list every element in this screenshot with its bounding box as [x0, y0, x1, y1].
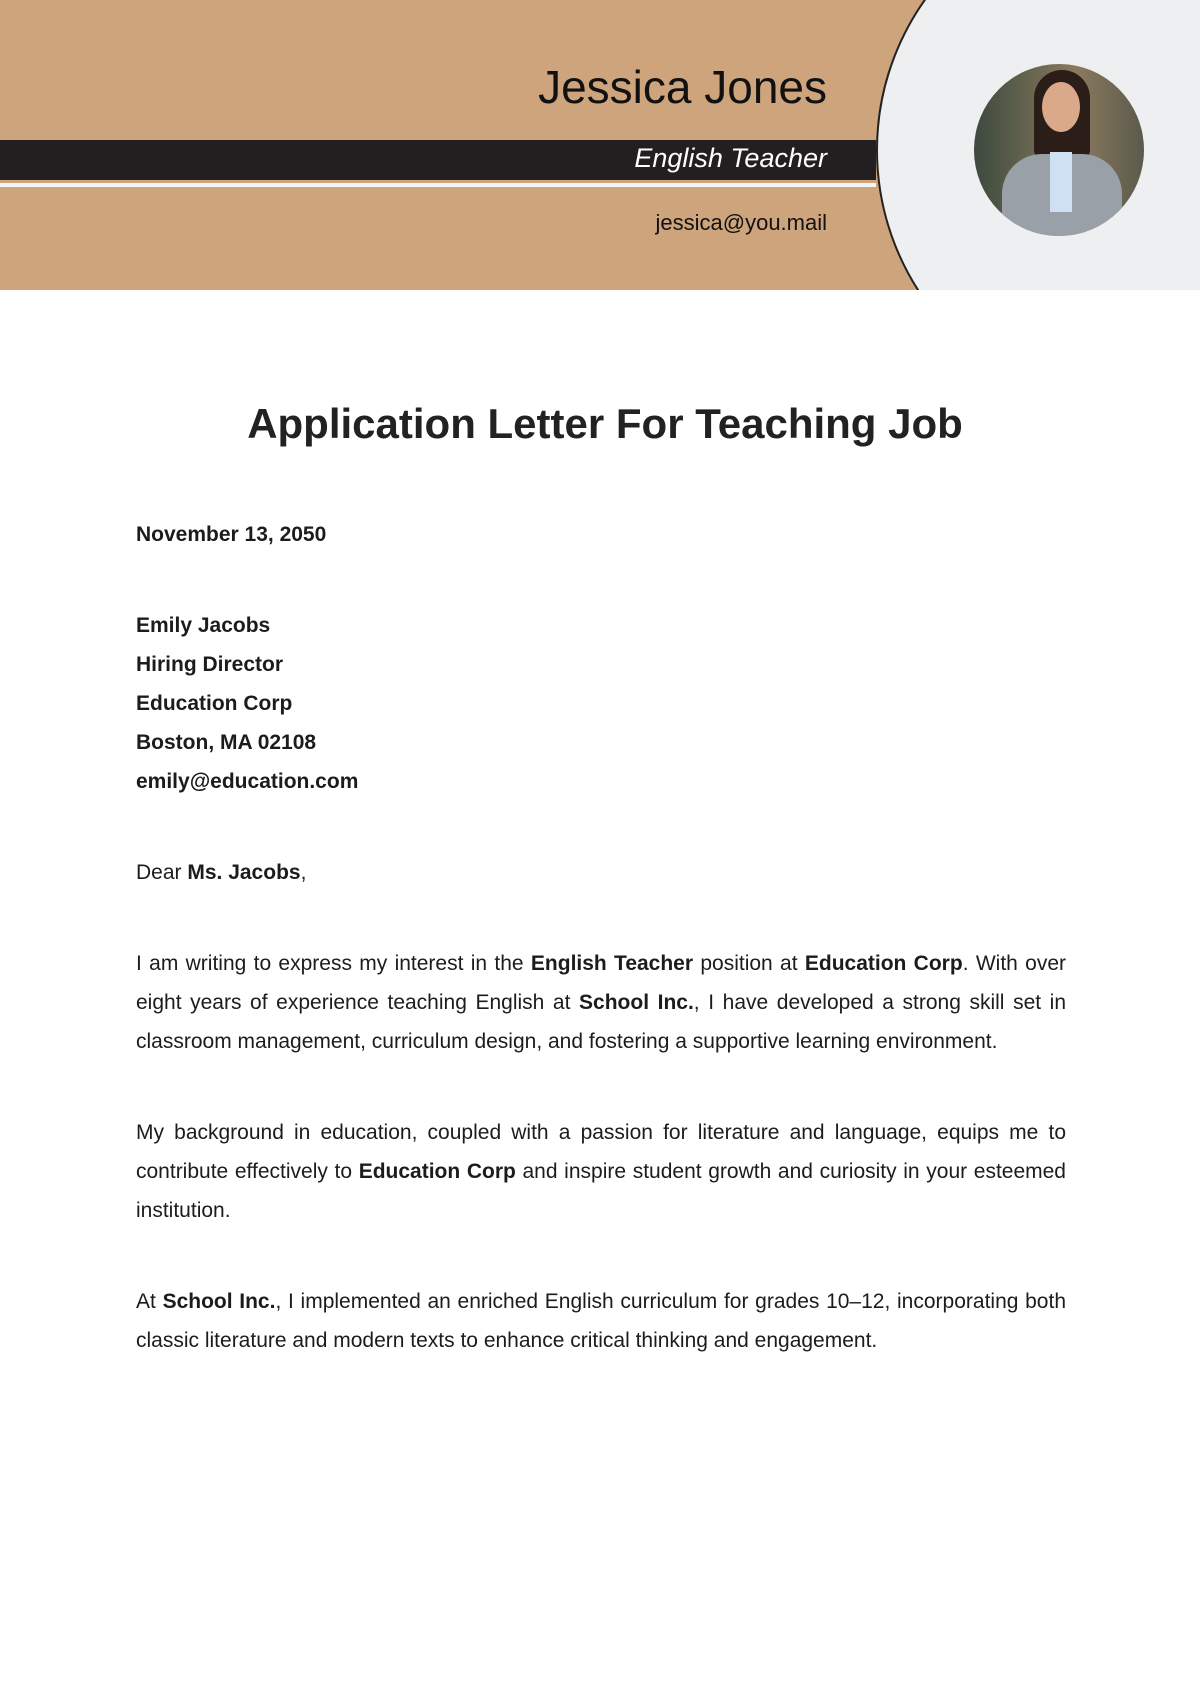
recipient-company: Education Corp: [136, 692, 293, 715]
sender-email: jessica@you.mail: [655, 210, 827, 235]
page-title: Application Letter For Teaching Job: [247, 400, 963, 447]
paragraph-3: At School Inc., I implemented an enriched English curriculum for grades 10–12, incorporating both classic literature and modern texts to enhance critical thinking and engagement.: [136, 1290, 1067, 1352]
letterhead: [0, 0, 1200, 290]
paragraph-1: I am writing to express my interest in the English Teacher position at Education Corp. With over eight years of experience teaching English at School Inc., I have developed a strong skill set in classroom management, curriculum design, and fostering a supportive learning environment.: [136, 952, 1067, 1053]
sender-role: English Teacher: [634, 143, 827, 173]
recipient-name: Emily Jacobs: [136, 614, 271, 637]
profile-photo: [974, 64, 1144, 236]
recipient-city: Boston, MA 02108: [136, 731, 317, 754]
salutation: Dear Ms. Jacobs,: [136, 861, 307, 884]
divider: [0, 183, 876, 187]
letter-date: November 13, 2050: [136, 523, 327, 546]
sender-name: Jessica Jones: [538, 61, 827, 113]
letter-body: [136, 515, 1066, 1412]
recipient-title: Hiring Director: [136, 653, 284, 676]
recipient-address: [136, 606, 1066, 801]
paragraph-2: My background in education, coupled with a passion for literature and language, equips me to contribute effectively to Education Corp and inspire student growth and curiosity in your esteemed institution.: [136, 1121, 1066, 1222]
recipient-email: emily@education.com: [136, 770, 359, 793]
